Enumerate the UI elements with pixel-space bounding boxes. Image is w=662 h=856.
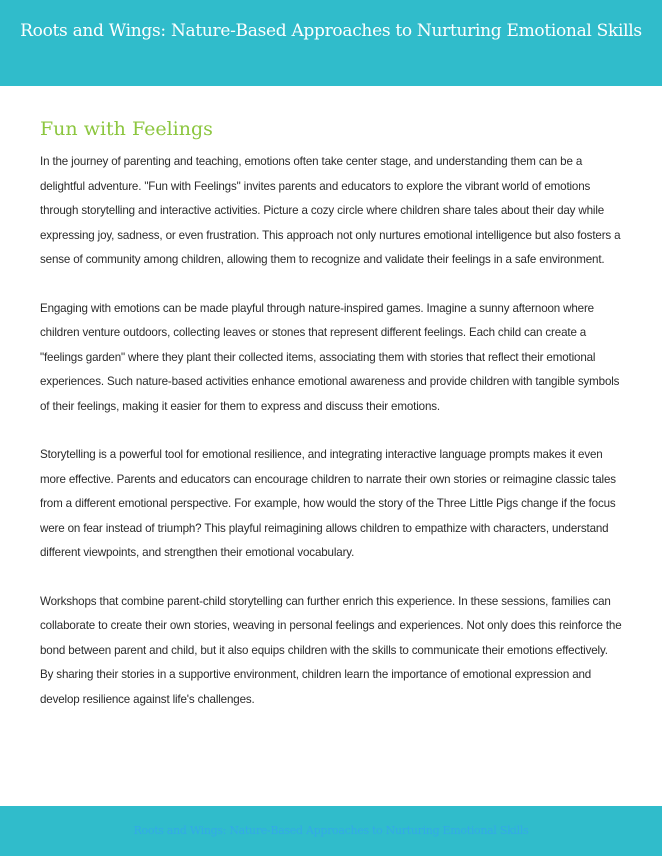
paragraph-1: In the journey of parenting and teaching, emotions often take center stage, and understanding them can be a delightful adventure. "Fun with Feelings" invites parents and educators to explore the vibrant world of emotions through storytelling and interactive activities. Picture a cozy circle where children share tales about their day while expressing joy, sadness, or even frustration. This approach not only nurtures emotional intelligence but also fosters a sense of community among children, allowing them to recognize and validate their feelings in a safe environment. (40, 155, 621, 266)
paragraph-4: Workshops that combine parent-child storytelling can further enrich this experience. In these sessions, families can collaborate to create their own stories, weaving in personal feelings and experiences. Not only does this reinforce the bond between parent and child, but it also equips children with the skills to communicate their emotions effectively. By sharing their stories in a supportive environment, children learn the importance of emotional expression and develop resilience against life's challenges. (40, 594, 622, 706)
paragraph-2: Engaging with emotions can be made playful through nature-inspired games. Imagine a sunny afternoon where children venture outdoors, collecting leaves or stones that represent different feelings. Each child can create a "feelings garden" where they plant their collected items, associating them with stories that reflect their emotional experiences. Such nature-based activities enhance emotional awareness and provide children with tangible symbols of their feelings, making it easier for them to express and discuss their emotions. (40, 301, 620, 413)
footer-title: Roots and Wings: Nature-Based Approaches to Nurturing Emotional Skills (133, 824, 529, 837)
paragraph-3: Storytelling is a powerful tool for emotional resilience, and integrating interactive language prompts makes it even more effective. Parents and educators can encourage children to narrate their own stories or reimagine classic tales from a different emotional perspective. For example, how would the story of the Three Little Pigs change if the focus were on fear instead of triumph? This playful reimagining allows children to empathize with characters, understand different viewpoints, and strengthen their emotional vocabulary. (40, 448, 616, 559)
body-text (40, 150, 622, 736)
header-band (0, 0, 662, 86)
section-heading: Fun with Feelings (40, 118, 213, 140)
document-title: Roots and Wings: Nature-Based Approaches to Nurturing Emotional Skills (20, 21, 642, 41)
